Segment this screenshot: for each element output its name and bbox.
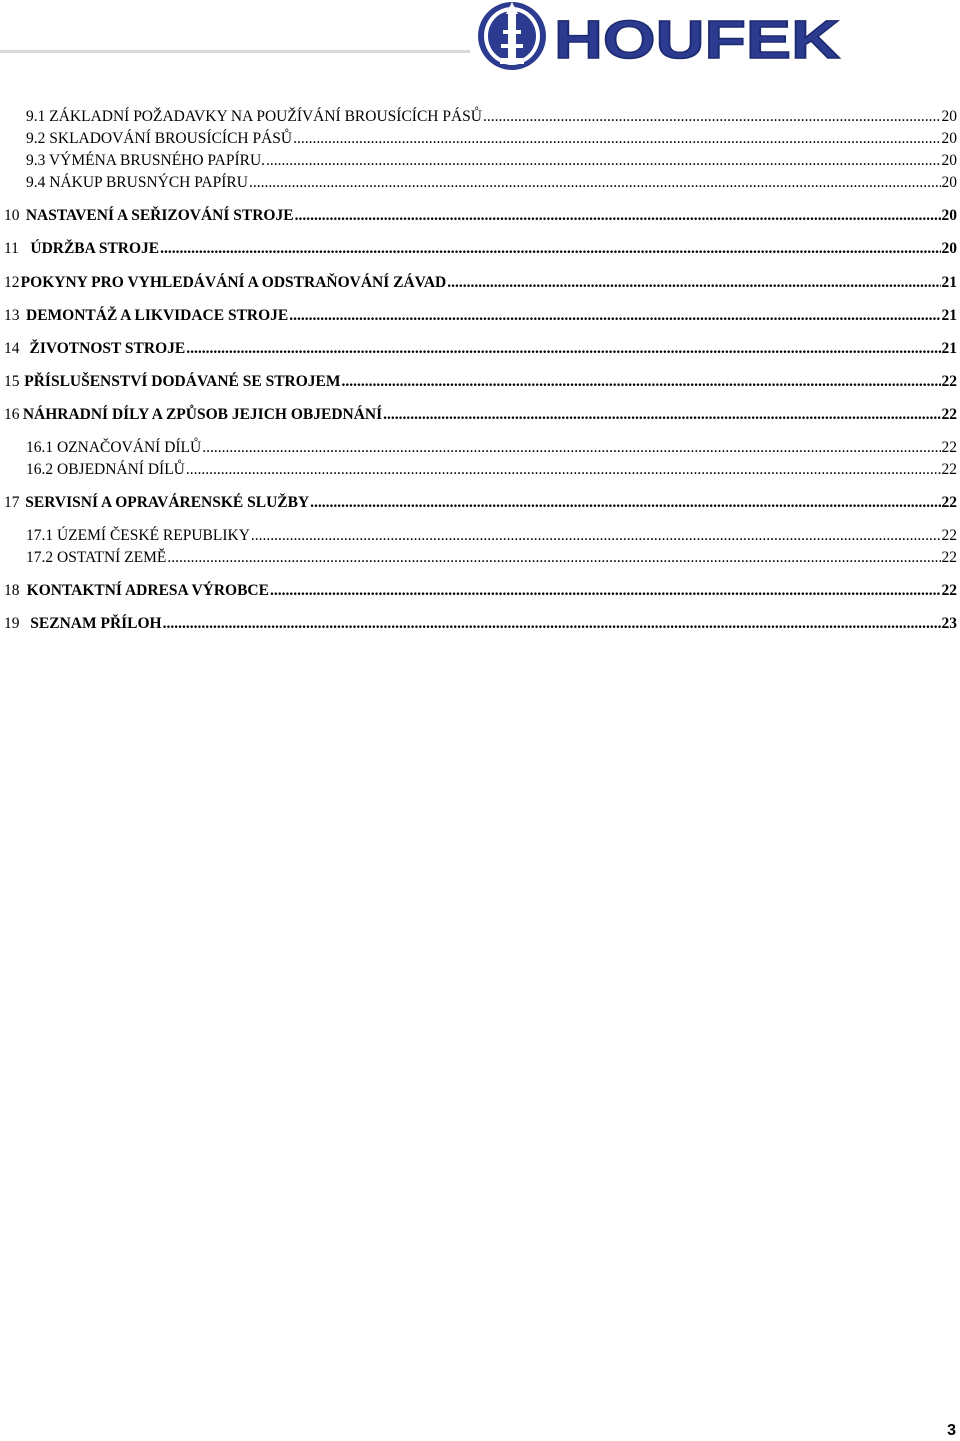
toc-entry-page: 22	[941, 461, 957, 478]
toc-chapter-page: 21	[941, 274, 957, 291]
toc-dot-leader	[383, 406, 940, 424]
toc-dot-leader	[160, 240, 940, 258]
toc-chapter-title: ŽIVOTNOST STROJE	[29, 340, 186, 357]
toc-dot-leader	[249, 174, 941, 192]
toc-entry-title: 16.1 OZNAČOVÁNÍ DÍLŮ	[26, 439, 202, 456]
toc-dot-leader	[289, 307, 940, 325]
toc-chapter[interactable]	[4, 582, 957, 606]
toc-chapter[interactable]	[4, 307, 957, 331]
toc-entry[interactable]	[26, 174, 957, 198]
toc-chapter-title: SERVISNÍ A OPRAVÁRENSKÉ SLUŽBY	[25, 494, 310, 511]
toc-chapter-title: ÚDRŽBA STROJE	[30, 240, 160, 257]
toc-entry[interactable]	[26, 527, 957, 551]
toc-chapter-title: POKYNY PRO VYHLEDÁVÁNÍ A ODSTRAŇOVÁNÍ ZÁVAD	[20, 274, 447, 291]
toc-dot-leader	[310, 494, 940, 512]
toc-dot-leader	[295, 207, 941, 225]
toc-dot-leader	[447, 274, 940, 292]
toc-entry-page: 22	[941, 439, 957, 456]
toc-chapter-page: 23	[941, 615, 957, 632]
toc-chapter-page: 21	[941, 307, 957, 324]
toc-chapter-title: SEZNAM PŘÍLOH	[30, 615, 162, 632]
toc-entry[interactable]	[26, 108, 957, 132]
toc-entry-title: 9.3 VÝMÉNA BRUSNÉHO PAPÍRU.	[26, 152, 266, 169]
toc-entry-title: 9.2 SKLADOVÁNÍ BROUSÍCÍCH PÁSŮ	[26, 130, 293, 147]
toc-chapter[interactable]	[4, 494, 957, 518]
toc-dot-leader	[202, 439, 940, 457]
toc-chapter[interactable]	[4, 340, 957, 364]
toc-chapter-page: 22	[941, 406, 957, 423]
toc-chapter-title: DEMONTÁŽ A LIKVIDACE STROJE	[26, 307, 289, 324]
toc-chapter-page: 22	[941, 494, 957, 511]
toc-chapter-number: 12	[4, 274, 20, 291]
toc-chapter-number: 17	[4, 494, 20, 511]
toc-entry-title: 17.2 OSTATNÍ ZEMĚ	[26, 549, 167, 566]
toc-chapter[interactable]	[4, 406, 957, 430]
toc-chapter-title: PŘÍSLUŠENSTVÍ DODÁVANÉ SE STROJEM	[24, 373, 341, 390]
toc-entry[interactable]	[26, 152, 957, 176]
toc-entry[interactable]	[26, 130, 957, 154]
toc-entry[interactable]	[26, 549, 957, 573]
toc-chapter-page: 20	[941, 240, 957, 257]
toc-chapter-title: KONTAKTNÍ ADRESA VÝROBCE	[26, 582, 269, 599]
toc-entry-title: 9.4 NÁKUP BRUSNÝCH PAPÍRU	[26, 174, 248, 191]
toc-chapter-page: 21	[941, 340, 957, 357]
toc-chapter-page: 22	[941, 582, 957, 599]
logo-wordmark: HOUFEK	[554, 10, 840, 70]
page-number: 3	[947, 1422, 956, 1439]
toc-entry-page: 20	[941, 174, 957, 191]
toc-chapter-number: 14	[4, 340, 20, 357]
toc-dot-leader	[186, 461, 941, 479]
toc-entry-title: 9.1 ZÁKLADNÍ POŽADAVKY NA POUŽÍVÁNÍ BROUSÍCÍCH PÁSŮ	[26, 108, 482, 125]
toc-dot-leader	[293, 130, 940, 148]
toc-dot-leader	[483, 108, 941, 126]
toc-chapter[interactable]	[4, 240, 957, 264]
toc-dot-leader	[251, 527, 941, 545]
toc-chapter[interactable]	[4, 274, 957, 298]
toc-chapter-page: 22	[941, 373, 957, 390]
toc-chapter-page: 20	[941, 207, 957, 224]
toc-entry-title: 17.1 ÚZEMÍ ČESKÉ REPUBLIKY	[26, 527, 250, 544]
toc-entry[interactable]	[26, 461, 957, 485]
toc-dot-leader	[186, 340, 940, 358]
table-of-contents	[0, 0, 960, 700]
toc-chapter-number: 10	[4, 207, 20, 224]
toc-chapter-title: NASTAVENÍ A SEŘIZOVÁNÍ STROJE	[25, 207, 294, 224]
toc-chapter-number: 18	[4, 582, 20, 599]
toc-entry[interactable]	[26, 439, 957, 463]
toc-entry-page: 20	[941, 152, 957, 169]
toc-chapter-number: 11	[4, 240, 19, 257]
toc-chapter[interactable]	[4, 615, 957, 639]
toc-entry-page: 22	[941, 527, 957, 544]
toc-entry-title: 16.2 OBJEDNÁNÍ DÍLŮ	[26, 461, 185, 478]
toc-chapter-number: 19	[4, 615, 20, 632]
toc-chapter-number: 15	[4, 373, 20, 390]
toc-entry-page: 22	[941, 549, 957, 566]
toc-dot-leader	[270, 582, 941, 600]
toc-chapter-title: NÁHRADNÍ DÍLY A ZPŮSOB JEJICH OBJEDNÁNÍ	[22, 406, 383, 423]
toc-entry-page: 20	[941, 130, 957, 147]
toc-dot-leader	[342, 373, 941, 391]
toc-dot-leader	[266, 152, 940, 170]
toc-dot-leader	[167, 549, 940, 567]
toc-chapter[interactable]	[4, 373, 957, 397]
toc-dot-leader	[163, 615, 941, 633]
toc-chapter[interactable]	[4, 207, 957, 231]
toc-entry-page: 20	[941, 108, 957, 125]
toc-chapter-number: 16	[4, 406, 20, 423]
toc-chapter-number: 13	[4, 307, 20, 324]
